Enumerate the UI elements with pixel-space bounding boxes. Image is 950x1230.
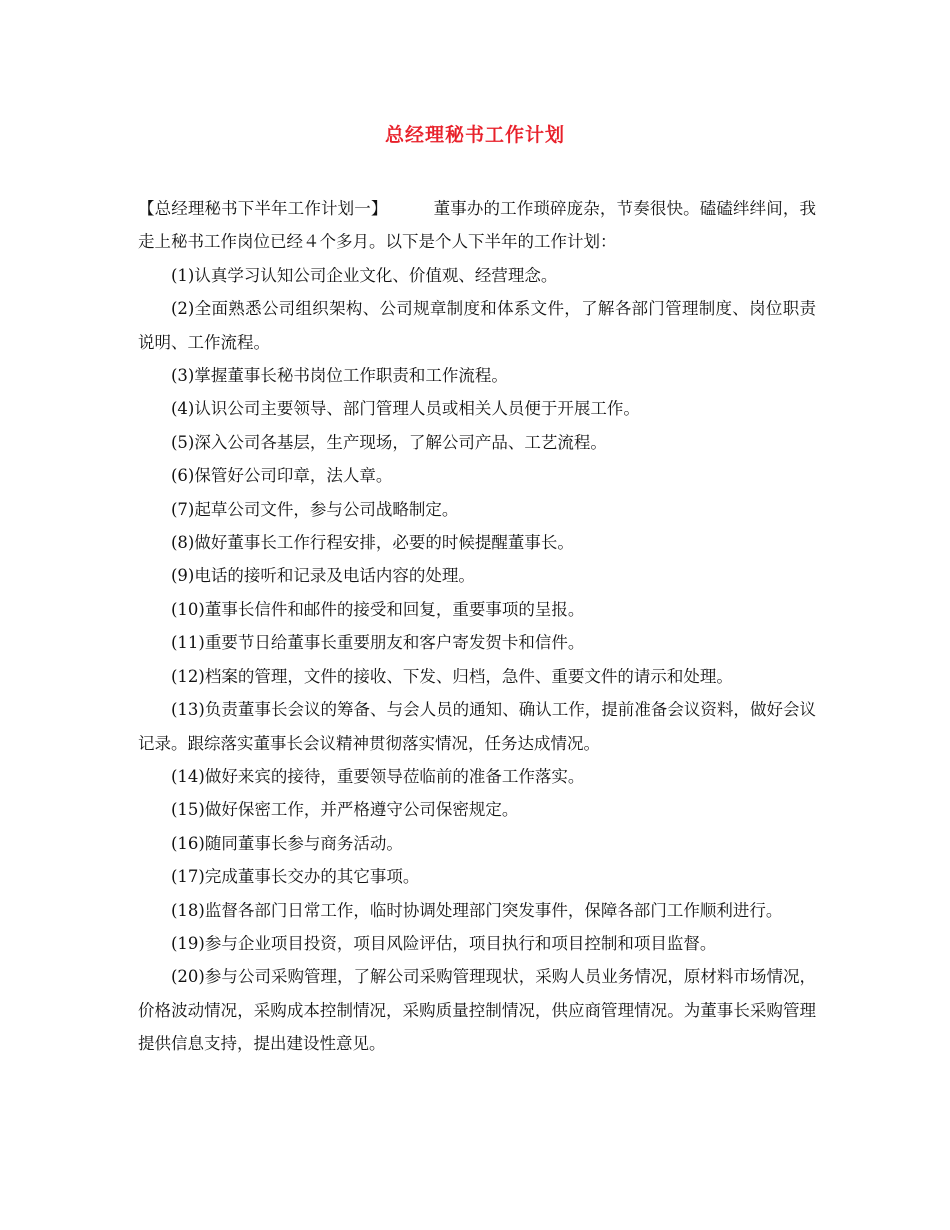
list-item: (17)完成董事长交办的其它事项。 — [171, 867, 420, 887]
list-item: (12)档案的管理，文件的接收、下发、归档，急件、重要文件的请示和处理。 — [171, 666, 733, 686]
list-item: (5)深入公司各基层，生产现场，了解公司产品、工艺流程。 — [171, 432, 607, 452]
list-item: (14)做好来宾的接待，重要领导莅临前的准备工作落实。 — [171, 766, 585, 786]
section-heading: 【总经理秘书下半年工作计划一】 — [138, 199, 388, 218]
list-item: (10)董事长信件和邮件的接受和回复，重要事项的呈报。 — [171, 599, 585, 619]
intro-paragraph — [138, 192, 816, 259]
document-body — [138, 192, 816, 1061]
list-item: (9)电话的接听和记录及电话内容的处理。 — [171, 566, 475, 586]
document-title: 总经理秘书工作计划 — [384, 124, 565, 146]
list-item: (20)参与公司采购管理，了解公司采购管理现状，采购人员业务情况，原材料市场情况，价格波动情况，采购成本控制情况，采购质量控制情况，供应商管理情况。为董事长采购管理提供信息支持，提出建设性意见。 — [138, 967, 816, 1054]
list-item: (2)全面熟悉公司组织架构、公司规章制度和体系文件，了解各部门管理制度、岗位职责说明、工作流程。 — [138, 299, 816, 352]
list-item: (8)做好董事长工作行程安排，必要的时候提醒董事长。 — [171, 533, 574, 553]
list-item: (4)认识公司主要领导、部门管理人员或相关人员便于开展工作。 — [171, 399, 640, 419]
intro-text: 董事办的工作琐碎庞杂，节奏很快。磕磕绊绊间，我走上秘书工作岗位已经４个多月。以下是个人下半年的工作计划： — [138, 199, 817, 252]
list-item: (3)掌握董事长秘书岗位工作职责和工作流程。 — [171, 366, 508, 386]
list-item: (13)负责董事长会议的筹备、与会人员的通知、确认工作，提前准备会议资料，做好会议记录。跟综落实董事长会议精神贯彻落实情况，任务达成情况。 — [138, 700, 816, 753]
list-item: (6)保管好公司印章，法人章。 — [171, 466, 393, 486]
list-item: (16)随同董事长参与商务活动。 — [171, 833, 403, 853]
list-item: (1)认真学习认知公司企业文化、价值观、经营理念。 — [171, 265, 558, 285]
list-item: (11)重要节日给董事长重要朋友和客户寄发贺卡和信件。 — [171, 633, 585, 653]
list-item: (18)监督各部门日常工作，临时协调处理部门突发事件，保障各部门工作顺利进行。 — [171, 900, 783, 920]
list-item: (19)参与企业项目投资，项目风险评估，项目执行和项目控制和项目监督。 — [171, 933, 717, 953]
list-item: (15)做好保密工作，并严格遵守公司保密规定。 — [171, 800, 519, 820]
list-item: (7)起草公司文件，参与公司战略制定。 — [171, 499, 459, 519]
